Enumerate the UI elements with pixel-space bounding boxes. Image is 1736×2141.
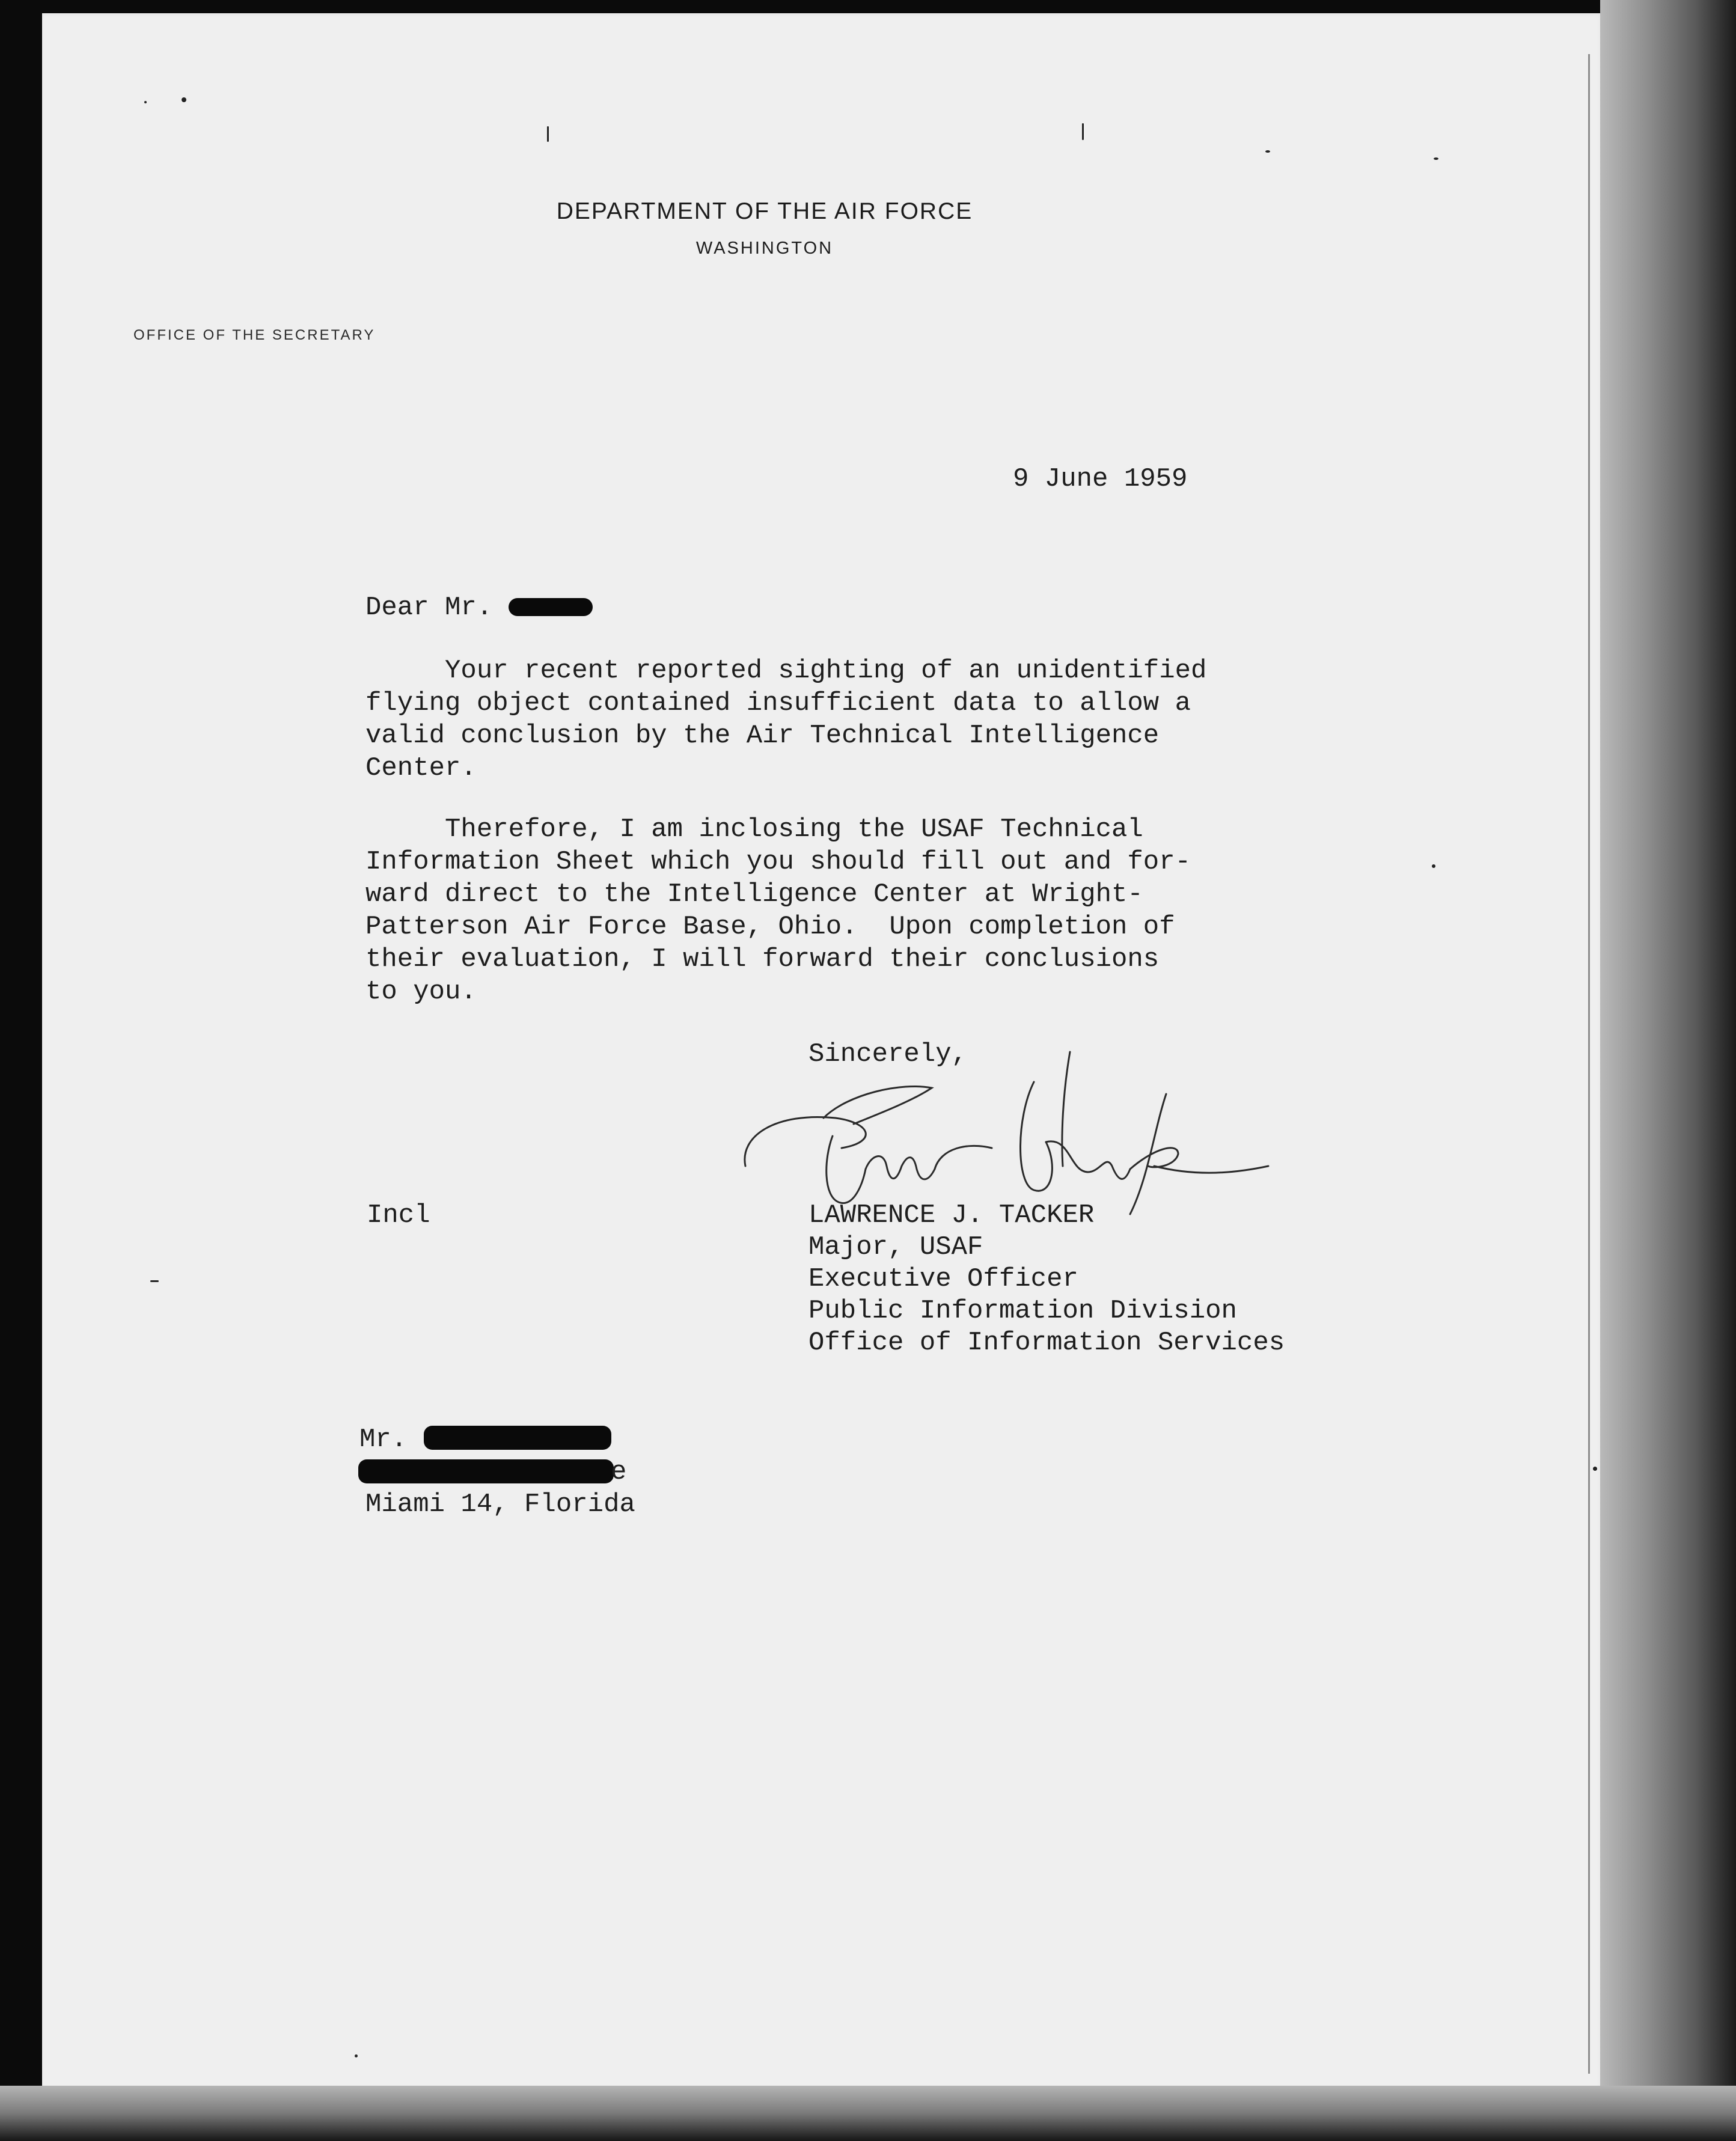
letter-date: 9 June 1959 <box>1013 464 1188 494</box>
signer-name: LAWRENCE J. TACKER <box>808 1200 1095 1230</box>
scan-speck <box>1434 157 1438 160</box>
paragraph-line: Therefore, I am inclosing the USAF Technical <box>365 814 1143 844</box>
salutation-text: Dear Mr. <box>365 593 493 623</box>
paragraph-line: flying object contained insufficient data to allow a <box>365 688 1191 718</box>
letterhead-office: OFFICE OF THE SECRETARY <box>133 327 376 343</box>
signer-division: Public Information Division <box>808 1296 1237 1326</box>
paragraph-line: ward direct to the Intelligence Center at Wright- <box>365 879 1143 909</box>
salutation <box>365 591 593 624</box>
letterhead-department: DEPARTMENT OF THE AIR FORCE <box>556 198 973 224</box>
redacted-address-line <box>424 1426 611 1450</box>
scan-speck <box>144 101 147 103</box>
scan-speck <box>355 2054 358 2057</box>
signer-office: Office of Information Services <box>808 1328 1285 1358</box>
paragraph-line: to you. <box>365 977 477 1007</box>
signer-rank: Major, USAF <box>808 1232 983 1262</box>
scan-border-right <box>1600 0 1736 2141</box>
paragraph-line: Information Sheet which you should fill out and for- <box>365 847 1191 877</box>
address-city-line: Miami 14, Florida <box>365 1489 635 1519</box>
scan-speck <box>1432 864 1435 868</box>
closing: Sincerely, <box>808 1039 968 1069</box>
scan-speck <box>182 97 186 102</box>
address-line-suffix: e <box>611 1457 627 1487</box>
scan-speck <box>1082 123 1084 140</box>
scan-speck <box>1593 1467 1597 1471</box>
page-edge-line <box>1588 54 1590 2074</box>
paragraph-line: Patterson Air Force Base, Ohio. Upon completion of <box>365 912 1175 942</box>
paragraph-line: their evaluation, I will forward their conclusions <box>365 944 1160 974</box>
signer-title: Executive Officer <box>808 1264 1078 1294</box>
scan-speck <box>150 1280 159 1282</box>
letterhead-city: WASHINGTON <box>695 239 834 258</box>
scan-speck <box>547 126 549 142</box>
paragraph-line: valid conclusion by the Air Technical Intelligence <box>365 721 1160 751</box>
enclosure-note: Incl <box>367 1200 430 1230</box>
paragraph-line: Your recent reported sighting of an unidentified <box>365 656 1207 686</box>
scan-speck <box>1265 150 1270 153</box>
paragraph-line: Center. <box>365 753 477 783</box>
redacted-name <box>509 598 593 616</box>
redacted-address-line <box>358 1459 614 1483</box>
scan-border-bottom <box>0 2086 1736 2141</box>
address-prefix: Mr. <box>359 1425 408 1455</box>
